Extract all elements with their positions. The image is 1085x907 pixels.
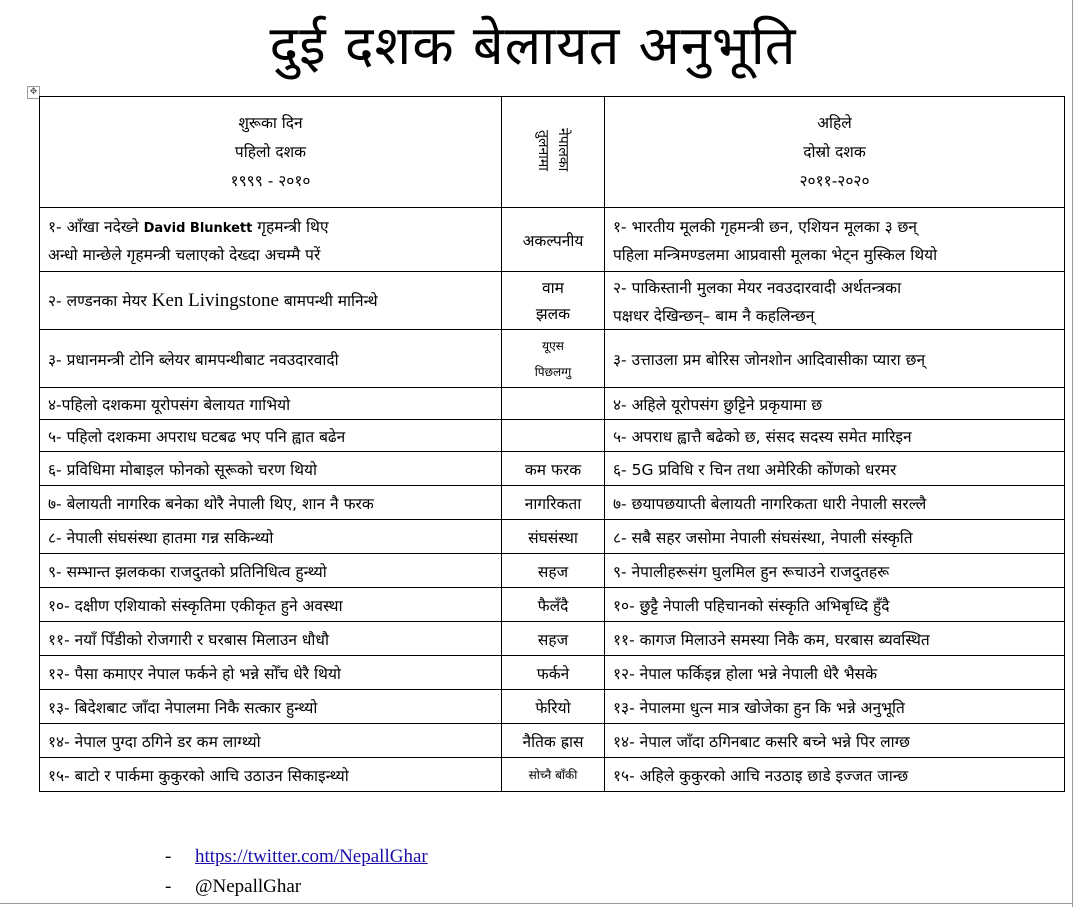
row-left-segment: ५- पहिलो दशकमा अपराध घटबढ भए पनि ह्वात बढेन	[48, 427, 346, 446]
row-left-text	[48, 425, 493, 447]
header-right-line: अहिले	[817, 113, 852, 132]
comparison-table	[39, 96, 1065, 792]
header-left-line: शुरूका दिन	[238, 113, 303, 132]
table-row	[40, 272, 1065, 330]
row-right-text-line2: पहिला मन्त्रिमण्डलमा आप्रवासी मूलका भेट्न मुस्किल थियो	[613, 245, 938, 264]
row-left-cell	[40, 520, 502, 554]
row-left-text	[48, 628, 493, 650]
header-right-line: २०११-२०२०	[799, 171, 870, 190]
row-left-segment: ७- बेलायती नागरिक बनेका थोरै नेपाली थिए, शान नै फरक	[48, 494, 374, 513]
row-middle-text: नैतिक ह्रास	[522, 732, 584, 751]
row-right-cell	[605, 724, 1065, 758]
row-right-cell	[605, 452, 1065, 486]
table-row	[40, 656, 1065, 690]
bullet-dash: -	[165, 876, 172, 897]
twitter-handle: @NepallGhar	[195, 876, 302, 897]
row-left-cell	[40, 452, 502, 486]
row-middle-cell	[502, 388, 605, 420]
row-middle-cell	[502, 758, 605, 792]
table-row	[40, 622, 1065, 656]
row-right-cell	[605, 758, 1065, 792]
row-middle-text: अकल्पनीय	[522, 231, 584, 250]
row-right-cell	[605, 388, 1065, 420]
header-right-line: दोस्रो दशक	[803, 142, 866, 161]
row-left-cell	[40, 486, 502, 520]
table-header-row	[40, 97, 1065, 208]
row-left-segment: २- लण्डनका मेयर	[48, 292, 152, 310]
row-left-cell	[40, 208, 502, 272]
row-middle-text: फर्कने	[536, 664, 570, 683]
row-left-text-line2: अन्धो मान्छेले गृहमन्त्री चलाएको देख्दा अचम्मै परें	[48, 245, 321, 264]
row-right-text: ४- अहिले यूरोपसंग छुट्टिने प्रकृयामा छ	[613, 395, 823, 414]
row-left-cell	[40, 420, 502, 452]
row-left-text	[48, 492, 493, 514]
row-left-cell	[40, 272, 502, 330]
header-middle-vertical	[533, 110, 573, 190]
row-right-cell	[605, 208, 1065, 272]
row-right-text: २- पाकिस्तानी मुलका मेयर नवउदारवादी अर्थतन्त्रका	[613, 278, 902, 297]
row-middle-cell	[502, 554, 605, 588]
header-middle-line: तुलनामा	[535, 129, 551, 171]
row-right-text: १३- नेपालमा धुत्न मात्र खोजेका हुन कि भन्ने अनुभूति	[613, 698, 905, 717]
table-row	[40, 690, 1065, 724]
row-middle-text: वाम	[542, 278, 564, 297]
table-row	[40, 724, 1065, 758]
row-middle-cell	[502, 622, 605, 656]
row-right-text: ६- 5G प्रविधि र चिन तथा अमेरिकी कोंणको धरमर	[613, 460, 897, 479]
row-middle-cell	[502, 420, 605, 452]
row-middle-cell	[502, 656, 605, 690]
row-middle-cell	[502, 588, 605, 622]
document-title: दुई दशक बेलायत अनुभूति	[269, 14, 797, 77]
row-right-text: १२- नेपाल फर्किइन्न होला भन्ने नेपाली धेरै भैसके	[613, 664, 878, 683]
row-left-segment: १२- पैसा कमाएर नेपाल फर्कने हो भन्ने सोँच धेरै थियो	[48, 664, 341, 683]
row-right-cell	[605, 588, 1065, 622]
row-right-text: ८- सबै सहर जसोमा नेपाली संघसंस्था, नेपाली संस्कृति	[613, 528, 913, 547]
row-middle-text: फेरियो	[535, 698, 571, 717]
row-right-text: ३- उत्ताउला प्रम बोरिस जोनशोन आदिवासीका प्यारा छन्	[613, 350, 926, 369]
row-left-latin-name: Ken Livingstone	[151, 290, 279, 311]
row-left-segment: ६- प्रविधिमा मोबाइल फोनको सूरूको चरण थियो	[48, 460, 318, 479]
row-right-cell	[605, 486, 1065, 520]
page-right-edge	[1072, 0, 1073, 907]
row-right-cell	[605, 554, 1065, 588]
table-row	[40, 330, 1065, 388]
row-right-cell	[605, 622, 1065, 656]
row-left-cell	[40, 724, 502, 758]
row-middle-text: कम फरक	[524, 460, 582, 479]
row-middle-cell	[502, 330, 605, 388]
bullet-dash: -	[165, 846, 172, 867]
row-right-text: १५- अहिले कुकुरको आचि नउठाइ छाडे इज्जत जान्छ	[613, 766, 909, 785]
header-left	[40, 97, 502, 208]
row-left-segment: १३- बिदेशबाट जाँदा नेपालमा निकै सत्कार हुन्थ्यो	[48, 698, 318, 717]
row-right-cell	[605, 420, 1065, 452]
page-bottom-edge	[0, 903, 1072, 904]
row-right-text-line2: पक्षधर देखिन्छन्– बाम नै कहलिन्छन्	[613, 306, 815, 325]
row-middle-cell	[502, 272, 605, 330]
row-middle-text: फैलँदै	[537, 596, 569, 615]
table-row	[40, 486, 1065, 520]
table-row	[40, 758, 1065, 792]
row-middle-text: यूएस	[542, 338, 564, 353]
row-left-text	[48, 764, 493, 786]
row-left-cell	[40, 388, 502, 420]
row-left-segment: ८- नेपाली संघसंस्था हातमा गन्न सकिन्थ्यो	[48, 528, 274, 547]
row-middle-cell	[502, 208, 605, 272]
row-left-text	[48, 526, 493, 548]
header-middle	[502, 97, 605, 208]
row-left-text	[48, 289, 493, 312]
row-left-cell	[40, 690, 502, 724]
table-row	[40, 588, 1065, 622]
row-middle-cell	[502, 690, 605, 724]
row-right-text: ५- अपराध ह्वात्तै बढेको छ, संसद सदस्य समेत मारिइन	[613, 427, 912, 446]
row-right-cell	[605, 656, 1065, 690]
header-left-line: १९९९ - २०१०	[230, 171, 311, 190]
row-left-segment: ३- प्रधानमन्त्री टोनि ब्लेयर बामपन्थीबाट नवउदारवादी	[48, 350, 339, 369]
row-left-cell	[40, 554, 502, 588]
row-left-segment: १४- नेपाल पुग्दा ठगिने डर कम लाग्थ्यो	[48, 732, 261, 751]
row-right-cell	[605, 690, 1065, 724]
row-left-segment: १०- दक्षीण एशियाको संस्कृतिमा एकीकृत हुने अवस्था	[48, 596, 343, 615]
link-list	[165, 842, 428, 902]
row-middle-cell	[502, 486, 605, 520]
row-right-text: १४- नेपाल जाँदा ठगिनबाट कसरि बच्ने भन्ने पिर लाग्छ	[613, 732, 910, 751]
row-left-text	[48, 560, 493, 582]
row-right-text: ७- छयापछयाप्ती बेलायती नागरिकता धारी नेपाली सरल्लै	[613, 494, 927, 513]
row-left-text	[48, 393, 493, 415]
table-row	[40, 388, 1065, 420]
row-middle-text: सहज	[537, 630, 569, 649]
row-left-segment: ४-पहिलो दशकमा यूरोपसंग बेलायत गाभियो	[48, 395, 291, 414]
table-row	[40, 452, 1065, 486]
row-left-text	[48, 662, 493, 684]
row-middle-text: संघसंस्था	[528, 528, 578, 547]
row-left-cell	[40, 656, 502, 690]
row-right-cell	[605, 330, 1065, 388]
link-list-item	[165, 842, 428, 872]
table-row	[40, 554, 1065, 588]
row-middle-text: सोच्नै बाँकी	[528, 768, 578, 782]
row-middle-cell	[502, 452, 605, 486]
row-left-text	[48, 458, 493, 480]
row-left-segment: १५- बाटो र पार्कमा कुकुरको आचि उठाउन सिकाइन्थ्यो	[48, 766, 349, 785]
row-right-cell	[605, 520, 1065, 554]
row-left-segment: ९- सम्भान्त झलकका राजदुतको प्रतिनिधित्व हुन्थ्यो	[48, 562, 327, 581]
row-left-latin-name: David Blunkett	[143, 220, 253, 236]
table-row	[40, 520, 1065, 554]
row-left-text	[48, 730, 493, 752]
table-row	[40, 208, 1065, 272]
row-right-text: ९- नेपालीहरूसंग घुलमिल हुन रूचाउने राजदुतहरू	[613, 562, 890, 581]
row-middle-text: पिछलग्गु	[534, 364, 572, 379]
row-left-cell	[40, 622, 502, 656]
header-middle-line: नेपालका	[555, 128, 571, 172]
row-left-text	[48, 696, 493, 718]
row-left-segment: १- आँखा नदेख्ने	[48, 217, 144, 236]
table-row	[40, 420, 1065, 452]
row-right-cell	[605, 272, 1065, 330]
row-left-segment: गृहमन्त्री थिए	[252, 217, 329, 236]
row-middle-text: सहज	[537, 562, 569, 581]
header-right	[605, 97, 1065, 208]
header-left-line: पहिलो दशक	[234, 142, 307, 161]
row-left-cell	[40, 758, 502, 792]
link-list-item	[165, 872, 428, 902]
table-move-handle-icon[interactable]: ✥	[27, 86, 40, 99]
row-left-text	[48, 594, 493, 616]
row-right-text: १- भारतीय मूलकी गृहमन्त्री छन, एशियन मूलका ३ छन्	[613, 217, 918, 236]
row-right-text: १०- छुट्टै नेपाली पहिचानको संस्कृति अभिबृध्दि हुँदै	[613, 596, 890, 615]
twitter-link[interactable]: https://twitter.com/NepallGhar	[195, 846, 428, 867]
row-right-text: ११- कागज मिलाउने समस्या निकै कम, घरबास ब्यवस्थित	[613, 630, 930, 649]
row-left-segment: बामपन्थी मानिन्थे	[278, 292, 378, 310]
row-left-text	[48, 348, 493, 370]
row-left-cell	[40, 330, 502, 388]
row-middle-text: झलक	[535, 304, 571, 323]
row-left-text	[48, 215, 493, 237]
row-left-segment: ११- नयाँ पिँडीको रोजगारी र घरबास मिलाउन धौधौ	[48, 630, 329, 649]
row-middle-text: नागरिकता	[524, 494, 582, 513]
row-middle-cell	[502, 520, 605, 554]
row-left-cell	[40, 588, 502, 622]
row-middle-cell	[502, 724, 605, 758]
